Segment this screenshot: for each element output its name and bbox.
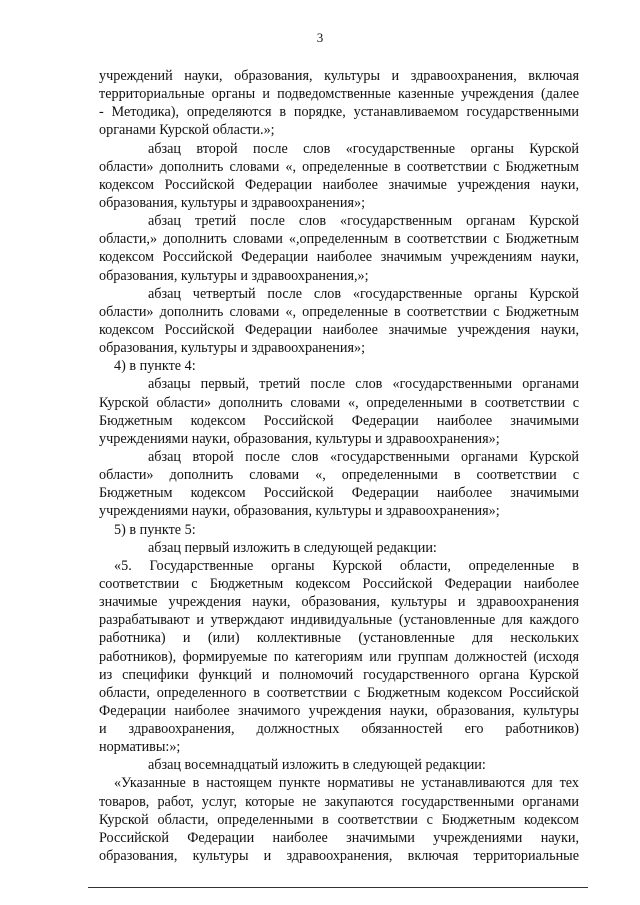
- text-line: абзац четвертый после слов «государственные органы Курской: [148, 285, 579, 302]
- text-line: абзац первый изложить в следующей редакции:: [148, 539, 437, 556]
- text-line: территориальные органы и подведомственные казенные учреждения (далее: [99, 86, 579, 103]
- text-line: образования, культуры и здравоохранения,»;: [99, 267, 369, 284]
- text-line: кодексом Российской Федерации наиболее значимые учреждения науки,: [99, 321, 579, 338]
- text-line: абзац восемнадцатый изложить в следующей редакции:: [148, 757, 486, 774]
- text-line: значимые учреждения науки, образования, культуры и здравоохранения: [99, 594, 579, 611]
- text-line: 4) в пункте 4:: [114, 358, 196, 375]
- text-line: области,» дополнить словами «,определенным в соответствии с Бюджетным: [99, 231, 579, 248]
- text-line: - Методика), определяются в порядке, устанавливаемом государственными: [99, 104, 579, 121]
- text-line: абзац третий после слов «государственным органам Курской: [148, 213, 579, 230]
- text-line: области, определенного в соответствии с Бюджетным кодексом Российской: [99, 684, 579, 701]
- text-line: работника) и (или) коллективные (установленные для нескольких: [99, 630, 579, 647]
- text-line: Курской области, определенными в соответствии с Бюджетным кодексом: [99, 811, 579, 828]
- text-line: товаров, работ, услуг, которые не закупаются государственными органами: [99, 793, 579, 810]
- text-line: абзац второй после слов «государственные органы Курской: [148, 140, 579, 157]
- text-line: абзацы первый, третий после слов «государственными органами: [148, 376, 579, 393]
- text-line: из специфики функций и полномочий государственного органа Курской: [99, 666, 579, 683]
- text-line: разрабатывают и утверждают индивидуальные (установленные для каждого: [99, 612, 579, 629]
- text-line: нормативы:»;: [99, 739, 181, 756]
- text-line: Российской Федерации наиболее значимыми учреждениями науки,: [99, 829, 579, 846]
- page-number: 3: [316, 30, 324, 45]
- text-line: образования, культуры и здравоохранения, включая территориальные: [99, 848, 579, 865]
- text-line: 5) в пункте 5:: [114, 521, 196, 538]
- text-line: «Указанные в настоящем пункте нормативы не устанавливаются для тех: [114, 775, 579, 792]
- text-line: образования, культуры и здравоохранения»;: [99, 340, 366, 357]
- text-line: органами Курской области.»;: [99, 122, 275, 139]
- text-line: Бюджетным кодексом Российской Федерации наиболее значимыми: [99, 485, 579, 502]
- text-line: образования, культуры и здравоохранения»;: [99, 194, 366, 211]
- text-line: учреждений науки, образования, культуры и здравоохранения, включая: [99, 68, 579, 84]
- text-line: абзац второй после слов «государственными органами Курской: [148, 448, 579, 465]
- text-line: Федерации наиболее значимого учреждения науки, образования, культуры: [99, 702, 579, 719]
- text-line: учреждениями науки, образования, культуры и здравоохранения»;: [99, 430, 500, 447]
- text-line: Курской области» дополнить словами «, определенными в соответствии с: [99, 394, 579, 411]
- text-line: области» дополнить словами «, определенные в соответствии с Бюджетным: [99, 303, 579, 320]
- text-line: и здравоохранения, должностных обязанностей его работников): [99, 721, 579, 738]
- text-line: соответствии с Бюджетным кодексом Российской Федерации наиболее: [99, 575, 579, 592]
- document-body: [99, 67, 579, 865]
- text-line: учреждениями науки, образования, культуры и здравоохранения»;: [99, 503, 500, 520]
- text-line: «5. Государственные органы Курской области, определенные в: [114, 557, 579, 574]
- footer-divider: [88, 887, 588, 888]
- text-line: кодексом Российской Федерации наиболее значимые учреждения науки,: [99, 176, 579, 193]
- text-line: области» дополнить словами «, определенные в соответствии с Бюджетным: [99, 158, 579, 175]
- text-line: работников), формируемые по категориям или группам должностей (исходя: [99, 648, 579, 665]
- text-line: Бюджетным кодексом Российской Федерации наиболее значимыми: [99, 412, 579, 429]
- text-line: кодексом Российской Федерации наиболее значимым учреждениям науки,: [99, 249, 579, 266]
- text-line: области» дополнить словами «, определенными в соответствии с: [99, 467, 579, 484]
